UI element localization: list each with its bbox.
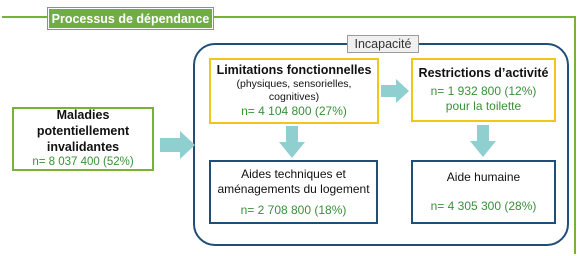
arrow-maladies-to-incapacite-icon <box>158 128 198 162</box>
limitations-detail2: cognitives) <box>268 91 320 104</box>
limitations-title: Limitations fonctionnelles <box>216 62 372 77</box>
aides-count: n= 2 708 800 (18%) <box>240 202 347 217</box>
aide-humaine-box <box>411 160 556 224</box>
aide-humaine-count: n= 4 305 300 (28%) <box>430 199 537 213</box>
restrictions-note: pour la toilette <box>445 99 522 114</box>
maladies-count: n= 8 037 400 (52%) <box>32 156 134 169</box>
aides-line1: Aides techniques et <box>241 166 346 181</box>
aides-techniques-box <box>209 160 378 224</box>
incapacite-label: Incapacité <box>347 35 419 53</box>
maladies-line2: potentiellement <box>36 124 130 138</box>
limitations-box <box>209 58 379 124</box>
maladies-line1: Maladies <box>56 108 110 123</box>
arrow-limitations-to-restrictions-icon <box>380 77 410 105</box>
restrictions-box <box>411 58 556 122</box>
maladies-line3: invalidantes <box>46 139 120 154</box>
frame-title: Processus de dépendance <box>48 8 213 29</box>
restrictions-count: n= 1 932 800 (12%) <box>430 84 537 99</box>
arrow-restrictions-to-aide-humaine-icon <box>469 124 497 158</box>
aides-line2: aménagements du logement <box>217 181 370 196</box>
limitations-detail1: (physiques, sensorielles, <box>236 78 352 91</box>
restrictions-title: Restrictions d’activité <box>418 65 549 80</box>
maladies-box <box>12 107 154 171</box>
aide-humaine-title: Aide humaine <box>446 170 521 184</box>
limitations-count: n= 4 104 800 (27%) <box>241 104 347 119</box>
arrow-limitations-to-aides-icon <box>278 125 306 159</box>
